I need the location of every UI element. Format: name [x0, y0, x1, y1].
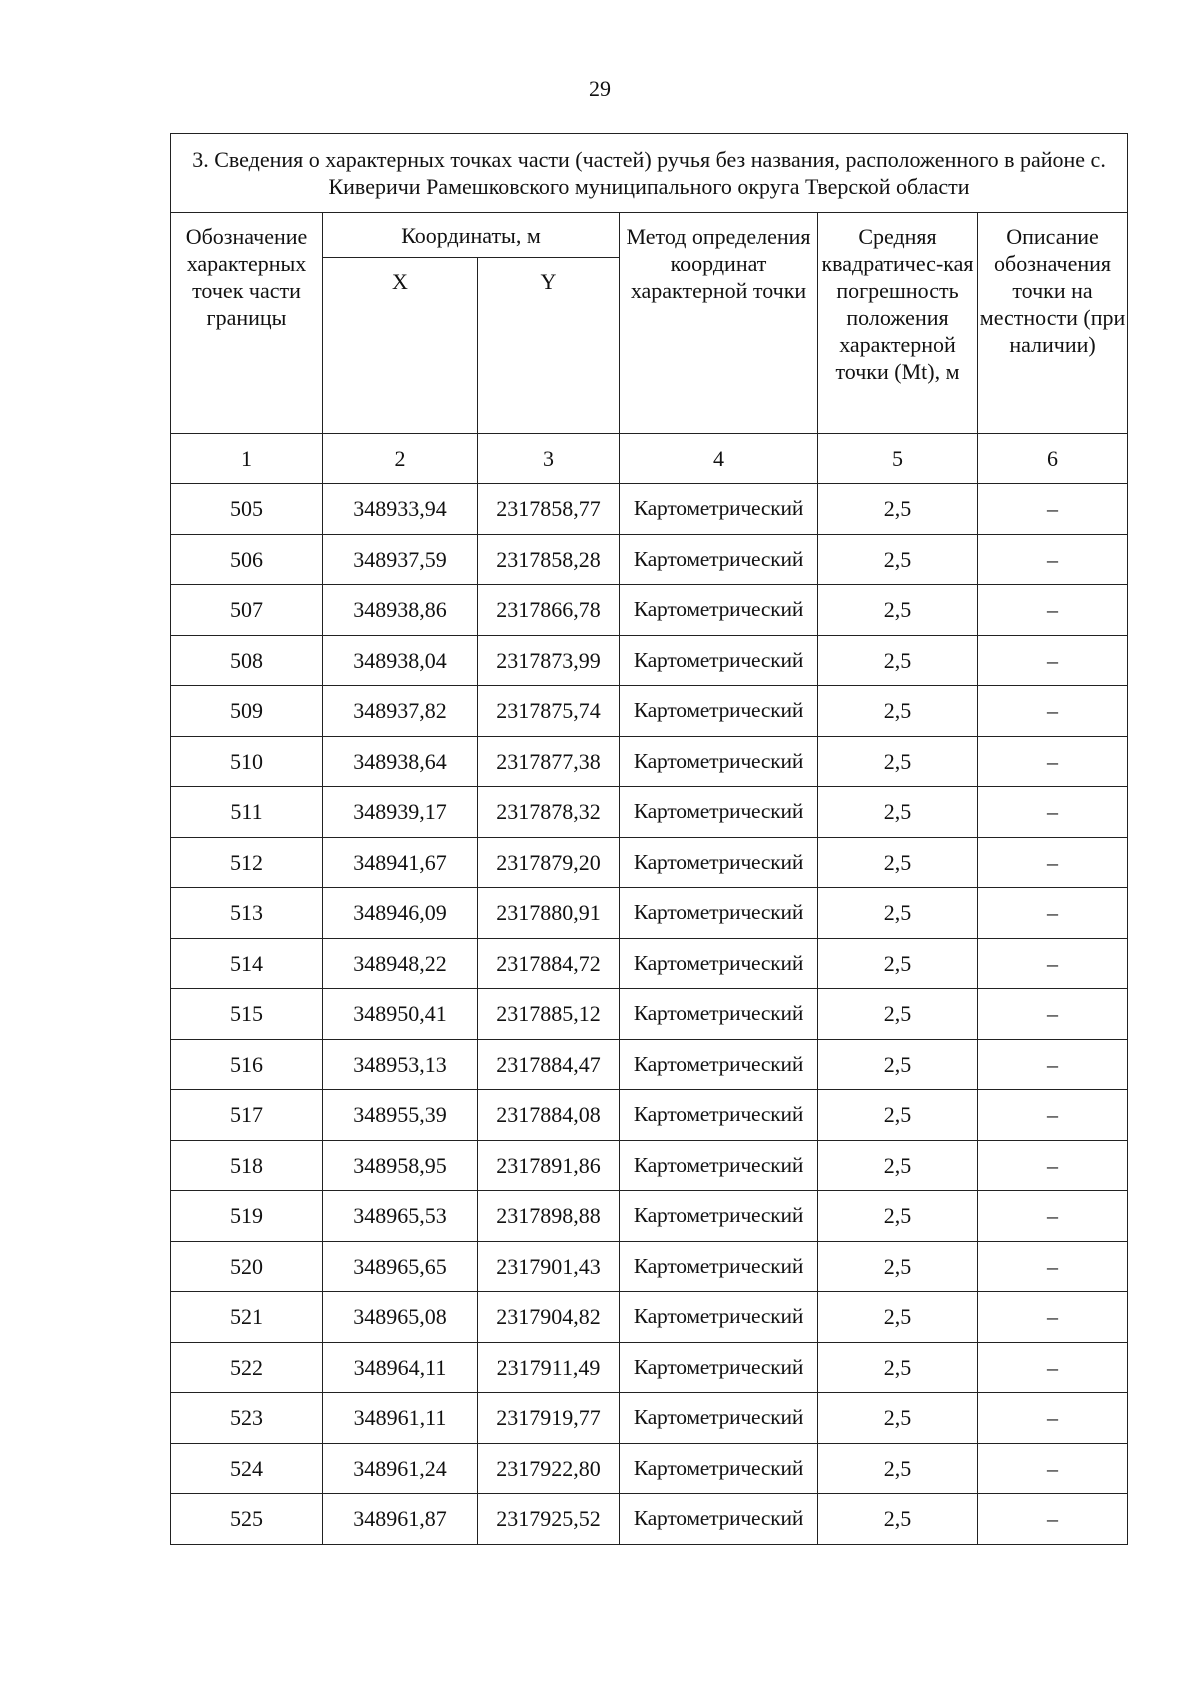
y-coordinate-cell: 2317884,47 [478, 1039, 620, 1090]
method-cell: Картометрический [620, 1039, 818, 1090]
error-cell: 2,5 [818, 938, 978, 989]
x-coordinate-cell: 348964,11 [323, 1342, 478, 1393]
header-point-designation: Обозначение характерных точек части границы [171, 213, 323, 434]
description-cell: – [978, 1292, 1128, 1343]
y-coordinate-cell: 2317858,28 [478, 534, 620, 585]
error-cell: 2,5 [818, 1191, 978, 1242]
table-row [171, 534, 1128, 585]
error-cell: 2,5 [818, 1090, 978, 1141]
description-cell: – [978, 534, 1128, 585]
point-id-cell: 515 [171, 989, 323, 1040]
description-cell: – [978, 1191, 1128, 1242]
x-coordinate-cell: 348937,59 [323, 534, 478, 585]
point-id-cell: 517 [171, 1090, 323, 1141]
description-cell: – [978, 1494, 1128, 1545]
error-cell: 2,5 [818, 686, 978, 737]
point-id-cell: 511 [171, 787, 323, 838]
x-coordinate-cell: 348948,22 [323, 938, 478, 989]
page-number: 29 [589, 76, 611, 101]
y-coordinate-cell: 2317925,52 [478, 1494, 620, 1545]
description-cell: – [978, 1443, 1128, 1494]
y-coordinate-cell: 2317911,49 [478, 1342, 620, 1393]
error-cell: 2,5 [818, 989, 978, 1040]
y-coordinate-cell: 2317884,08 [478, 1090, 620, 1141]
error-cell: 2,5 [818, 888, 978, 939]
point-id-cell: 523 [171, 1393, 323, 1444]
x-coordinate-cell: 348961,24 [323, 1443, 478, 1494]
point-id-cell: 507 [171, 585, 323, 636]
method-cell: Картометрический [620, 888, 818, 939]
method-cell: Картометрический [620, 1443, 818, 1494]
method-cell: Картометрический [620, 938, 818, 989]
x-coordinate-cell: 348958,95 [323, 1140, 478, 1191]
characteristic-points-table [170, 133, 1128, 1545]
table-row [171, 938, 1128, 989]
column-number: 1 [171, 434, 323, 484]
table-row [171, 989, 1128, 1040]
method-cell: Картометрический [620, 989, 818, 1040]
table-row [171, 1393, 1128, 1444]
table-row [171, 585, 1128, 636]
table-row [171, 1342, 1128, 1393]
description-cell: – [978, 484, 1128, 535]
header-method: Метод определения координат характерной точки [620, 213, 818, 434]
x-coordinate-cell: 348939,17 [323, 787, 478, 838]
description-cell: – [978, 635, 1128, 686]
error-cell: 2,5 [818, 1241, 978, 1292]
point-id-cell: 525 [171, 1494, 323, 1545]
column-number-row [171, 434, 1128, 484]
table-row [171, 1090, 1128, 1141]
y-coordinate-cell: 2317878,32 [478, 787, 620, 838]
header-description: Описание обозначения точки на местности (при наличии) [978, 213, 1128, 434]
description-cell: – [978, 585, 1128, 636]
table-row [171, 1494, 1128, 1545]
column-number: 2 [323, 434, 478, 484]
method-cell: Картометрический [620, 1140, 818, 1191]
error-cell: 2,5 [818, 1342, 978, 1393]
point-id-cell: 505 [171, 484, 323, 535]
error-cell: 2,5 [818, 534, 978, 585]
x-coordinate-cell: 348941,67 [323, 837, 478, 888]
method-cell: Картометрический [620, 1191, 818, 1242]
error-cell: 2,5 [818, 1140, 978, 1191]
method-cell: Картометрический [620, 1393, 818, 1444]
column-number: 4 [620, 434, 818, 484]
y-coordinate-cell: 2317919,77 [478, 1393, 620, 1444]
y-coordinate-cell: 2317891,86 [478, 1140, 620, 1191]
method-cell: Картометрический [620, 736, 818, 787]
x-coordinate-cell: 348950,41 [323, 989, 478, 1040]
error-cell: 2,5 [818, 585, 978, 636]
table-row [171, 686, 1128, 737]
table-row [171, 635, 1128, 686]
description-cell: – [978, 888, 1128, 939]
header-y: Y [478, 258, 620, 434]
method-cell: Картометрический [620, 534, 818, 585]
description-cell: – [978, 837, 1128, 888]
method-cell: Картометрический [620, 1241, 818, 1292]
x-coordinate-cell: 348965,08 [323, 1292, 478, 1343]
error-cell: 2,5 [818, 787, 978, 838]
x-coordinate-cell: 348961,11 [323, 1393, 478, 1444]
y-coordinate-cell: 2317901,43 [478, 1241, 620, 1292]
table-row [171, 1140, 1128, 1191]
description-cell: – [978, 787, 1128, 838]
description-cell: – [978, 1140, 1128, 1191]
table-row [171, 888, 1128, 939]
error-cell: 2,5 [818, 635, 978, 686]
x-coordinate-cell: 348953,13 [323, 1039, 478, 1090]
y-coordinate-cell: 2317866,78 [478, 585, 620, 636]
x-coordinate-cell: 348961,87 [323, 1494, 478, 1545]
description-cell: – [978, 1090, 1128, 1141]
column-number: 5 [818, 434, 978, 484]
description-cell: – [978, 1342, 1128, 1393]
y-coordinate-cell: 2317879,20 [478, 837, 620, 888]
x-coordinate-cell: 348938,86 [323, 585, 478, 636]
table-row [171, 1443, 1128, 1494]
error-cell: 2,5 [818, 484, 978, 535]
method-cell: Картометрический [620, 787, 818, 838]
y-coordinate-cell: 2317873,99 [478, 635, 620, 686]
x-coordinate-cell: 348965,65 [323, 1241, 478, 1292]
point-id-cell: 508 [171, 635, 323, 686]
x-coordinate-cell: 348933,94 [323, 484, 478, 535]
point-id-cell: 524 [171, 1443, 323, 1494]
description-cell: – [978, 1393, 1128, 1444]
point-id-cell: 516 [171, 1039, 323, 1090]
x-coordinate-cell: 348946,09 [323, 888, 478, 939]
header-x: X [323, 258, 478, 434]
error-cell: 2,5 [818, 1039, 978, 1090]
method-cell: Картометрический [620, 1292, 818, 1343]
table-row [171, 837, 1128, 888]
table-row [171, 736, 1128, 787]
error-cell: 2,5 [818, 837, 978, 888]
method-cell: Картометрический [620, 686, 818, 737]
table-row [171, 1039, 1128, 1090]
header-mean-square-error: Средняя квадратичес-кая погрешность положения характерной точки (Mt), м [818, 213, 978, 434]
error-cell: 2,5 [818, 736, 978, 787]
y-coordinate-cell: 2317875,74 [478, 686, 620, 737]
x-coordinate-cell: 348938,04 [323, 635, 478, 686]
header-coordinates: Координаты, м [323, 213, 620, 258]
table-row [171, 1241, 1128, 1292]
error-cell: 2,5 [818, 1494, 978, 1545]
description-cell: – [978, 989, 1128, 1040]
description-cell: – [978, 736, 1128, 787]
y-coordinate-cell: 2317922,80 [478, 1443, 620, 1494]
point-id-cell: 521 [171, 1292, 323, 1343]
point-id-cell: 519 [171, 1191, 323, 1242]
point-id-cell: 506 [171, 534, 323, 585]
y-coordinate-cell: 2317898,88 [478, 1191, 620, 1242]
column-number: 3 [478, 434, 620, 484]
method-cell: Картометрический [620, 1494, 818, 1545]
point-id-cell: 512 [171, 837, 323, 888]
table-row [171, 484, 1128, 535]
table-row [171, 1292, 1128, 1343]
method-cell: Картометрический [620, 585, 818, 636]
description-cell: – [978, 1039, 1128, 1090]
description-cell: – [978, 938, 1128, 989]
y-coordinate-cell: 2317858,77 [478, 484, 620, 535]
method-cell: Картометрический [620, 1090, 818, 1141]
method-cell: Картометрический [620, 635, 818, 686]
column-number: 6 [978, 434, 1128, 484]
point-id-cell: 513 [171, 888, 323, 939]
point-id-cell: 520 [171, 1241, 323, 1292]
x-coordinate-cell: 348938,64 [323, 736, 478, 787]
table-row [171, 787, 1128, 838]
method-cell: Картометрический [620, 484, 818, 535]
table-row [171, 1191, 1128, 1242]
y-coordinate-cell: 2317877,38 [478, 736, 620, 787]
description-cell: – [978, 1241, 1128, 1292]
point-id-cell: 510 [171, 736, 323, 787]
table-caption: 3. Сведения о характерных точках части (частей) ручья без названия, расположенного в районе с. Киверичи Рамешковского муниципального округа Тверской области [171, 134, 1128, 213]
error-cell: 2,5 [818, 1443, 978, 1494]
y-coordinate-cell: 2317884,72 [478, 938, 620, 989]
method-cell: Картометрический [620, 837, 818, 888]
error-cell: 2,5 [818, 1292, 978, 1343]
y-coordinate-cell: 2317904,82 [478, 1292, 620, 1343]
description-cell: – [978, 686, 1128, 737]
point-id-cell: 514 [171, 938, 323, 989]
x-coordinate-cell: 348937,82 [323, 686, 478, 737]
point-id-cell: 522 [171, 1342, 323, 1393]
x-coordinate-cell: 348955,39 [323, 1090, 478, 1141]
point-id-cell: 509 [171, 686, 323, 737]
error-cell: 2,5 [818, 1393, 978, 1444]
x-coordinate-cell: 348965,53 [323, 1191, 478, 1242]
y-coordinate-cell: 2317885,12 [478, 989, 620, 1040]
method-cell: Картометрический [620, 1342, 818, 1393]
y-coordinate-cell: 2317880,91 [478, 888, 620, 939]
point-id-cell: 518 [171, 1140, 323, 1191]
